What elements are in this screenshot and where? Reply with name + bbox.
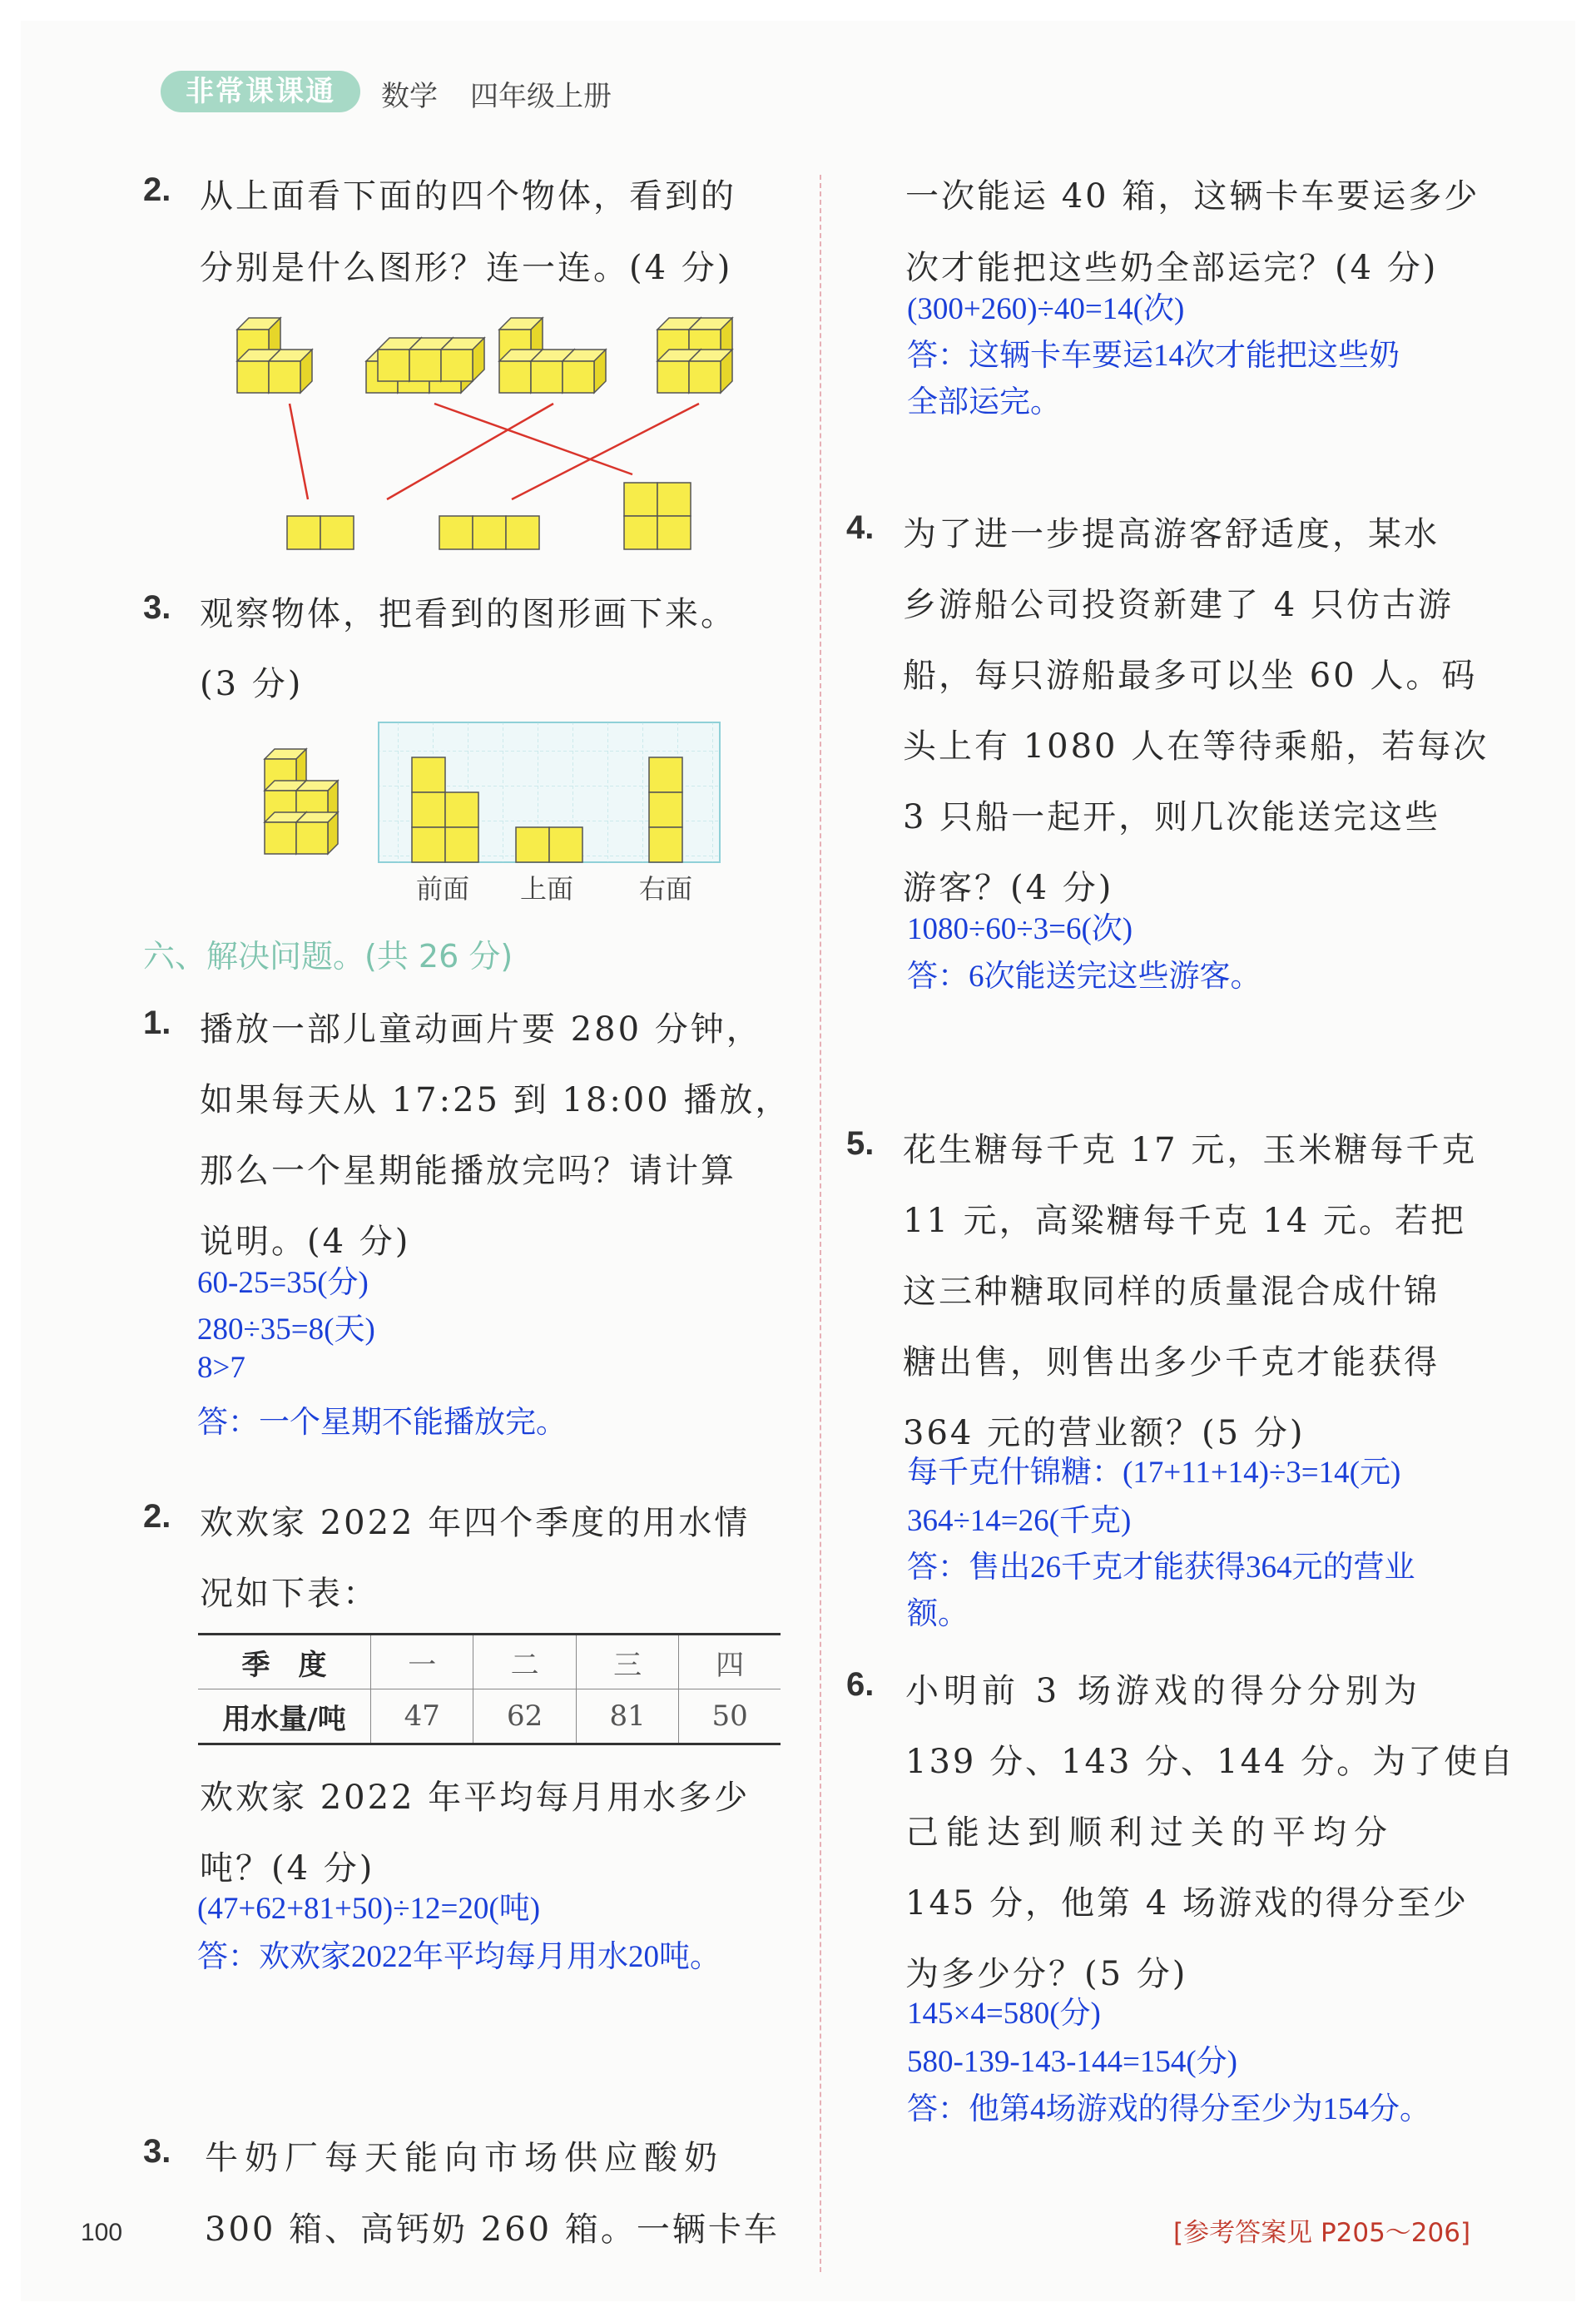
question-number: 1. xyxy=(143,1005,171,1041)
question-text: 为多少分？(5 分) xyxy=(905,1955,1188,1993)
answer-line: (300+260)÷40=14(次) xyxy=(907,292,1185,326)
table-cell: 62 xyxy=(473,1689,576,1744)
answer-line: 145×4=580(分) xyxy=(907,1997,1101,2031)
question-text: 欢欢家 2022 年四个季度的用水情 xyxy=(200,1504,751,1542)
question-text: 分别是什么图形？连一连。(4 分) xyxy=(200,249,733,287)
section-title: 六、解决问题。(共 26 分) xyxy=(143,938,513,975)
question-number: 2. xyxy=(143,171,171,208)
question-text: 况如下表： xyxy=(200,1575,379,1613)
subject-label: 数学 xyxy=(381,80,438,113)
column-divider xyxy=(820,175,821,2272)
table-header-cell: 一 xyxy=(371,1635,473,1689)
question-text: (3 分) xyxy=(200,665,304,703)
question-text: 364 元的营业额？(5 分) xyxy=(903,1414,1306,1452)
question-text: 欢欢家 2022 年平均每月用水多少 xyxy=(200,1779,751,1817)
question-text: 花生糖每千克 17 元，玉米糖每千克 xyxy=(903,1131,1478,1169)
answer-line: 额。 xyxy=(907,1597,969,1631)
question-text: 从上面看下面的四个物体，看到的 xyxy=(200,177,736,216)
answer-line: (47+62+81+50)÷12=20(吨) xyxy=(197,1892,541,1926)
series-badge: 非常课课通 xyxy=(161,71,360,112)
question-text: 吨？(4 分) xyxy=(200,1849,375,1888)
object-3 xyxy=(499,318,606,393)
question-text: 小明前 3 场游戏的得分分别为 xyxy=(905,1672,1422,1710)
answer-line: 全部运完。 xyxy=(907,385,1061,419)
object-1 xyxy=(237,318,312,393)
question-text: 那么一个星期能播放完吗？请计算 xyxy=(200,1152,736,1190)
answer-line: 1080÷60÷3=6(次) xyxy=(907,912,1133,946)
answer-line: 答：这辆卡车要运14次才能把这些奶 xyxy=(907,339,1400,373)
answer-line: 每千克什锦糖：(17+11+14)÷3=14(元) xyxy=(907,1456,1401,1490)
question-text: 头上有 1080 人在等待乘船，若每次 xyxy=(903,727,1489,766)
question-text: 为了进一步提高游客舒适度，某水 xyxy=(903,515,1440,553)
view-label-front: 前面 xyxy=(416,873,470,905)
object-4 xyxy=(657,318,732,393)
question-text: 己能达到顺利过关的平均分 xyxy=(905,1813,1395,1852)
answer-line: 60-25=35(分) xyxy=(197,1266,369,1300)
view-label-top: 上面 xyxy=(520,873,574,905)
question-text: 这三种糖取同样的质量混合成什锦 xyxy=(903,1273,1440,1311)
question-text: 次才能把这些奶全部运完？(4 分) xyxy=(905,249,1439,287)
answer-line: 280÷35=8(天) xyxy=(197,1312,375,1347)
question-text: 一次能运 40 箱，这辆卡车要运多少 xyxy=(905,177,1480,216)
drawing-figure xyxy=(258,716,732,866)
water-usage-table xyxy=(198,1633,781,1745)
question-text: 300 箱、高钙奶 260 箱。一辆卡车 xyxy=(205,2210,780,2249)
question-number: 3. xyxy=(143,589,171,626)
answer-line: 答：欢欢家2022年平均每月用水20吨。 xyxy=(197,1940,721,1974)
table-cell: 81 xyxy=(576,1689,678,1744)
question-text: 3 只船一起开，则几次能送完这些 xyxy=(903,798,1441,836)
question-number: 4. xyxy=(846,509,875,546)
question-text: 播放一部儿童动画片要 280 分钟， xyxy=(200,1010,762,1049)
view-label-right: 右面 xyxy=(639,873,693,905)
question-text: 观察物体，把看到的图形画下来。 xyxy=(200,595,736,633)
grade-label: 四年级上册 xyxy=(470,80,612,113)
question-number: 2. xyxy=(143,1498,171,1535)
table-cell: 50 xyxy=(711,1699,748,1733)
table-cell: 47 xyxy=(371,1689,473,1744)
page-number: 100 xyxy=(81,2219,123,2246)
solid-object xyxy=(265,749,338,854)
answer-line: 答：售出26千克才能获得364元的营业 xyxy=(907,1550,1415,1585)
view-shapes xyxy=(287,483,691,549)
table-row-label: 用水量/吨 xyxy=(198,1689,371,1744)
question-number: 3. xyxy=(143,2133,171,2170)
question-text: 牛奶厂每天能向市场供应酸奶 xyxy=(205,2139,724,2177)
answer-line: 580-139-143-144=154(分) xyxy=(907,2045,1237,2079)
view-matching-figure xyxy=(225,300,774,566)
question-text: 如果每天从 17:25 到 18:00 播放， xyxy=(200,1081,791,1119)
table-header-cell: 四 xyxy=(679,1635,781,1689)
answer-reference: [参考答案见 P205～206] xyxy=(1173,2218,1471,2248)
table-header-cell: 二 xyxy=(473,1635,576,1689)
question-text: 乡游船公司投资新建了 4 只仿古游 xyxy=(903,586,1454,624)
question-text: 145 分，他第 4 场游戏的得分至少 xyxy=(905,1884,1469,1923)
question-text: 糖出售，则售出多少千克才能获得 xyxy=(903,1343,1440,1382)
answer-line: 答：6次能送完这些游客。 xyxy=(907,960,1261,994)
question-text: 说明。(4 分) xyxy=(200,1223,411,1261)
question-text: 游客？(4 分) xyxy=(903,869,1114,907)
question-number: 5. xyxy=(846,1125,875,1162)
table-header-cell: 季 度 xyxy=(198,1635,371,1689)
question-text: 船，每只游船最多可以坐 60 人。码 xyxy=(903,657,1478,695)
table-header-cell: 三 xyxy=(576,1635,678,1689)
answer-line: 答：一个星期不能播放完。 xyxy=(197,1406,567,1440)
object-2 xyxy=(366,338,484,393)
answer-line: 8>7 xyxy=(197,1351,245,1385)
answer-line: 答：他第4场游戏的得分至少为154分。 xyxy=(907,2092,1430,2126)
question-text: 139 分、143 分、144 分。为了使自 xyxy=(905,1743,1516,1781)
question-text: 11 元，高粱糖每千克 14 元。若把 xyxy=(903,1202,1466,1240)
question-number: 6. xyxy=(846,1666,875,1703)
answer-line: 364÷14=26(千克) xyxy=(907,1504,1132,1538)
